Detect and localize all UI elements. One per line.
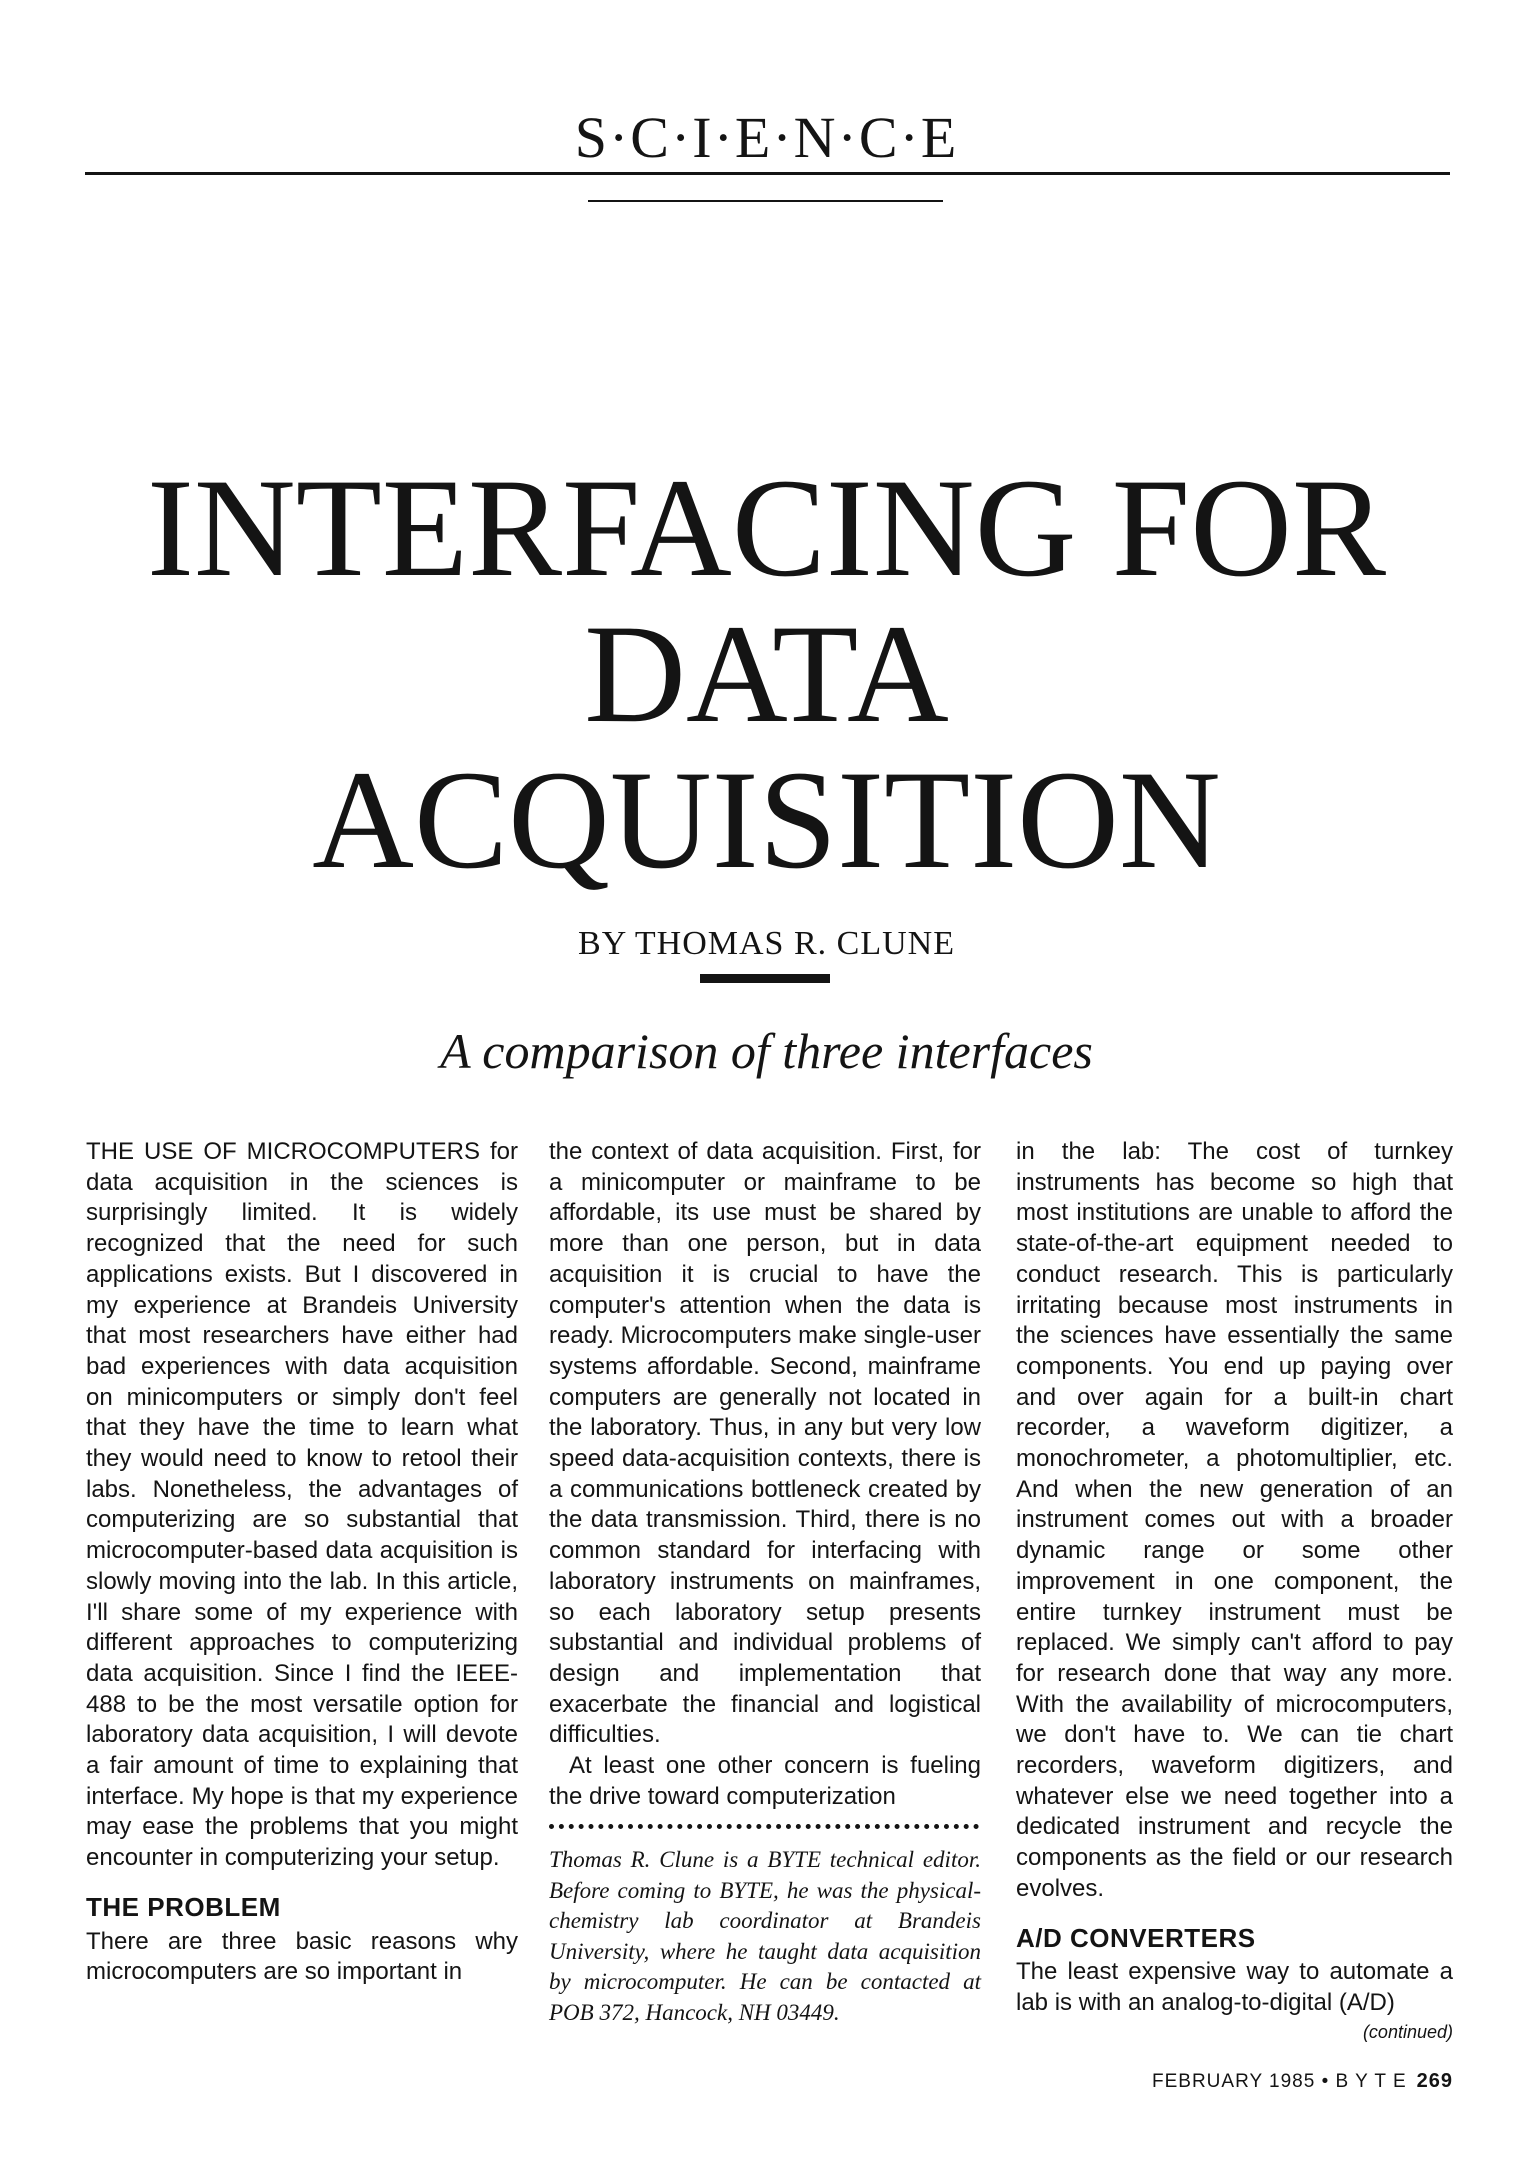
column-2-paragraph-1: the context of data acquisition. First, for a minicomputer or mainframe to be affordable, its use must be shared by more than one person, but in data acquisition it is crucial to have the computer's attention when the data is ready. Microcomputers make single-user systems affordable. Second, mainframe computers are generally not located in the laboratory. Thus, in any but very low speed data-acquisition contexts, there is a communications bottleneck created by the data transmission. Third, there is no common standard for interfacing with laboratory instruments on mainframes, so each laboratory setup presents substantial and individual problems of design and implementation that exacerbate the financial and logistical difficulties. — [549, 1138, 981, 1749]
column-3-paragraph-1: in the lab: The cost of turnkey instruments has become so high that most institutions are unable to afford the state-of-the-art equipment needed to conduct research. This is particularly irritating because most instruments in the sciences have essentially the same components. You end up paying over and over again for a built-in chart recorder, a waveform digitizer, a monochrometer, a photomultiplier, etc. And when the new generation of an instrument comes out with a broader dynamic range or some other improvement in one component, the entire turnkey instrument must be replaced. We simply can't afford to pay for research done that way any more. With the availability of microcomputers, we don't have to. We can tie chart recorders, waveform digitizers, and whatever else we need together into a dedicated instrument and recycle the components as the field or our research evolves. — [1016, 1138, 1453, 1902]
section-heading: S·C·I·E·N·C·E — [574, 105, 959, 170]
article-subtitle: A comparison of three interfaces — [440, 1023, 1093, 1079]
title-line-1: INTERFACING FOR — [146, 450, 1387, 606]
column-2-paragraph-2: At least one other concern is fueling the drive toward computerization — [549, 1752, 981, 1810]
column-3-paragraph-2: The least expensive way to automate a lab is with an analog-to-digital (A/D) — [1016, 1958, 1453, 2016]
column-3 — [1016, 1137, 1453, 2045]
page-number: 269 — [1416, 2070, 1453, 2092]
column-1 — [86, 1137, 518, 1988]
title-line-2: DATA — [584, 596, 949, 752]
column-1-paragraph-2: There are three basic reasons why microcomputers are so important in — [86, 1927, 518, 1986]
heading-the-problem: THE PROBLEM — [86, 1891, 281, 1922]
heading-ad-converters: A/D CONVERTERS — [1016, 1922, 1256, 1953]
header-rule — [85, 172, 1450, 175]
footer-issue: FEBRUARY 1985 • B Y T E — [1152, 2071, 1407, 2092]
continued-note: (continued) — [1362, 2021, 1453, 2042]
article-title — [0, 450, 1533, 898]
column-2 — [549, 1137, 981, 2028]
byline-bar — [700, 974, 830, 983]
byline: BY THOMAS R. CLUNE — [578, 925, 955, 962]
author-bio: Thomas R. Clune is a BYTE technical editor. Before coming to BYTE, he was the physical-chemistry lab coordinator at Brandeis University, where he taught data acquisition by microcomputer. He can be contacted at POB 372, Hancock, NH 03449. — [549, 1847, 981, 2025]
header-underline — [588, 200, 943, 202]
title-line-3: ACQUISITION — [312, 742, 1221, 898]
column-1-paragraph-1: THE USE OF MICROCOMPUTERS for data acquisition in the sciences is surprisingly limited. It is widely recognized that the need for such applications exists. But I discovered in my experience at Brandeis University that most researchers have either had bad experiences with data acquisition on minicomputers or simply don't feel that they have the time to learn what they would need to know to retool their labs. Nonetheless, the advantages of computerizing are so substantial that microcomputer-based data acquisition is slowly moving into the lab. In this article, I'll share some of my experience with different approaches to computerizing data acquisition. Since I find the IEEE-488 to be the most versatile option for laboratory data acquisition, I will devote a fair amount of time to explaining that interface. My hope is that my experience may ease the problems that you might encounter in computerizing your setup. — [86, 1138, 518, 1872]
bio-divider — [549, 1824, 979, 1839]
page-footer — [1152, 2070, 1453, 2093]
